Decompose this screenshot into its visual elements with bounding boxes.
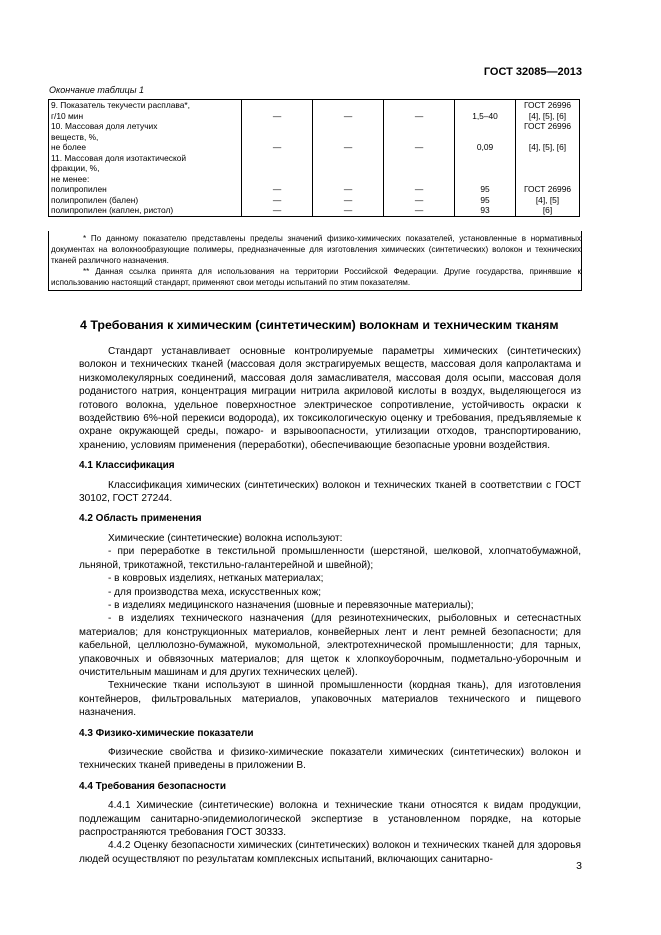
table-cell: —: [384, 205, 455, 216]
table-cell: 95: [455, 195, 516, 206]
table-cell: —: [313, 184, 384, 195]
table-cell: полипропилен: [49, 184, 242, 195]
table-cell: ГОСТ 26996: [516, 121, 580, 132]
table-row: [49, 153, 580, 164]
table-notes: [48, 231, 582, 291]
table-cell: [313, 100, 384, 111]
table-cell: [516, 153, 580, 164]
table-cell: ГОСТ 26996: [516, 100, 580, 111]
table-cell: [384, 153, 455, 164]
table-cell: 10. Массовая доля летучих: [49, 121, 242, 132]
paragraph: Физические свойства и физико-химические показатели химических (синтетических) волокон и технических тканей приведены в приложении В.: [79, 746, 581, 772]
table-row: [49, 184, 580, 195]
table-cell: [242, 121, 313, 132]
table-cell: —: [242, 205, 313, 216]
table-cell: ГОСТ 26996: [516, 184, 580, 195]
table-cell: [384, 163, 455, 174]
table-row: [49, 100, 580, 111]
table-cell: [455, 132, 516, 143]
table-cell: [455, 174, 516, 185]
standard-code: ГОСТ 32085—2013: [483, 66, 582, 78]
table-row: [49, 174, 580, 185]
table-cell: [313, 153, 384, 164]
table-cell: —: [384, 184, 455, 195]
table-cell: —: [242, 142, 313, 153]
table-cell: веществ, %,: [49, 132, 242, 143]
paragraph: Химические (синтетические) волокна используют:: [108, 532, 343, 544]
table-cell: [4], [5]: [516, 195, 580, 206]
table-cell: —: [384, 195, 455, 206]
table-cell: не менее:: [49, 174, 242, 185]
table-cell: [242, 132, 313, 143]
table-cell: [516, 132, 580, 143]
table-row: [49, 111, 580, 122]
table-note: * По данному показателю представлены пределы значений физико-химических показателей, установленные в нормативных документах на волокнообразующие полимеры, предназначенные для изготовления химических (синтетических) волокон и технических тканей различного назначения.: [51, 234, 581, 265]
subsection-title: 4.1 Классификация: [79, 460, 175, 472]
section-body: [79, 345, 581, 866]
table-cell: [313, 121, 384, 132]
table-cell: —: [313, 195, 384, 206]
table-cell: [455, 153, 516, 164]
subsection-title: 4.4 Требования безопасности: [79, 780, 226, 792]
table-cell: —: [384, 111, 455, 122]
table-cell: полипропилен (бален): [49, 195, 242, 206]
table-cell: —: [242, 184, 313, 195]
table-row: [49, 163, 580, 174]
table-cell: 1,5–40: [455, 111, 516, 122]
table-cell: 0,09: [455, 142, 516, 153]
table-cell: [516, 163, 580, 174]
table-cell: [242, 153, 313, 164]
paragraph: 4.4.2 Оценку безопасности химических (синтетических) волокон и технических тканей для здоровья людей осуществляют по результатам комплексных испытаний, включающих санитарно-: [79, 840, 581, 865]
table-cell: [313, 163, 384, 174]
table-cell: [4], [5], [6]: [516, 111, 580, 122]
table-cell: [242, 163, 313, 174]
table-row: [49, 195, 580, 206]
table-cell: —: [313, 111, 384, 122]
table-cell: —: [242, 195, 313, 206]
list-item: - для производства меха, искусственных кож;: [108, 586, 322, 598]
subsection-title: 4.3 Физико-химические показатели: [79, 727, 254, 739]
list-item: - в изделиях технического назначения (для резинотехнических, рыболовных и сетеснастных материалов; для конструкционных материалов, конвейерных лент и лент ремней безопасности; для кабельной, целлюлозно-бумажной, мукомольной, электротехнической промышленности; для тарных, упаковочных и обвязочных материалов; для щеток к хлопкоуборочным, подметально-уборочным и очистительным машинам и для других технических целей).: [79, 613, 581, 678]
table-cell: [384, 132, 455, 143]
intro-paragraph: Стандарт устанавливает основные контролируемые параметры химических (синтетических) волокон и технических тканей (массовая доля экстрагируемых веществ, массовая доля капролактама и низкомолекулярных соединений, массовая доля замасливателя, массовая доля осыпи, массовая доля роданистого натрия, концентрация миграции нитрила акриловой кислоты в воздух, выделяющегося из готового волокна, удельное поверхностное электрическое сопротивление, устойчивость окраски к воздействию 6%-ной перекиси водорода), их токсикологическую оценку и требования, предъявляемые к охране окружающей среды, пожаро- и взрывоопасности, утилизации отходов, транспортированию, хранению, условиям применения (переработки), обеспечивающие безопасные уровни воздействия.: [79, 346, 581, 451]
table-caption: Окончание таблицы 1: [49, 85, 144, 95]
table-cell: 9. Показатель текучести расплава*,: [49, 100, 242, 111]
list-item: - в изделиях медицинского назначения (шовные и перевязочные материалы);: [108, 599, 474, 611]
paragraph: Классификация химических (синтетических) волокон и технических тканей в соответствии с ГОСТ 30102, ГОСТ 27244.: [79, 479, 581, 505]
table-cell: [313, 174, 384, 185]
table-cell: [313, 132, 384, 143]
table-cell: фракции, %,: [49, 163, 242, 174]
table-cell: [384, 121, 455, 132]
table-cell: [516, 174, 580, 185]
table-cell: 11. Массовая доля изотактической: [49, 153, 242, 164]
table-cell: 93: [455, 205, 516, 216]
table-cell: —: [242, 111, 313, 122]
table-cell: полипропилен (каплен, ристол): [49, 205, 242, 216]
table-cell: не более: [49, 142, 242, 153]
table-cell: [242, 100, 313, 111]
table-row: [49, 121, 580, 132]
table-cell: —: [384, 142, 455, 153]
list-item: - в ковровых изделиях, нетканых материалах;: [108, 573, 324, 585]
table-cell: [384, 100, 455, 111]
table-cell: —: [313, 205, 384, 216]
table-row: [49, 205, 580, 216]
table-row: [49, 132, 580, 143]
table-cell: [384, 174, 455, 185]
table-cell: —: [313, 142, 384, 153]
table-cell: [242, 174, 313, 185]
table-cell: [455, 121, 516, 132]
table-row: [49, 142, 580, 153]
table-cell: [4], [5], [6]: [516, 142, 580, 153]
table-cell: г/10 мин: [49, 111, 242, 122]
page-number: 3: [576, 860, 582, 872]
table-cell: [455, 100, 516, 111]
table-cell: 95: [455, 184, 516, 195]
paragraph: Технические ткани используют в шинной промышленности (кордная ткань), для изготовления контейнеров, фильтровальных материалов, упаковочных материалов технического и пищевого назначения.: [79, 680, 581, 719]
paragraph: 4.4.1 Химические (синтетические) волокна и технические ткани относятся к видам продукции, подлежащим санитарно-эпидемиологической экспертизе в установленном порядке, на которые распространяются требования ГОСТ 30333.: [79, 800, 581, 838]
section-title: 4 Требования к химическим (синтетическим) волокнам и техническим тканям: [80, 318, 559, 332]
list-item: - при переработке в текстильной промышленности (шерстяной, шелковой, хлопчатобумажной, льняной, трикотажной, текстильно-галантерейной и швейной);: [79, 546, 581, 571]
subsection-title: 4.2 Область применения: [79, 513, 202, 525]
table-cell: [455, 163, 516, 174]
table-cell: [6]: [516, 205, 580, 216]
properties-table: [48, 99, 580, 217]
table-note: ** Данная ссылка принята для использования на территории Российской Федерации. Другие государства, принявшие к использованию настоящий стандарт, применяют свои методы испытаний по этим показателям.: [51, 267, 581, 287]
